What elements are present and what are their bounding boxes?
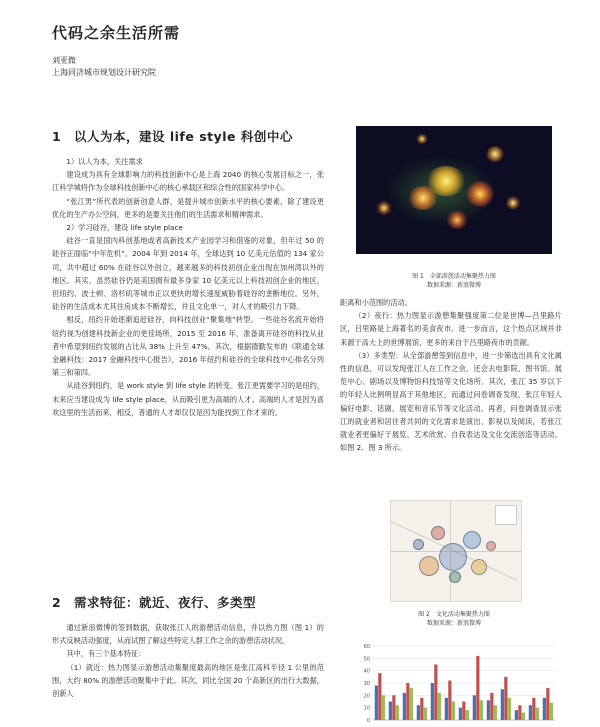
figure-2-caption bbox=[356, 610, 552, 628]
heat-spot bbox=[466, 181, 494, 207]
section-2-title: 需求特征：就近、夜行、多类型 bbox=[74, 595, 257, 610]
bar-b bbox=[378, 673, 381, 720]
bar-b bbox=[504, 677, 507, 720]
heat-spot bbox=[446, 211, 468, 229]
bar-c bbox=[396, 705, 399, 720]
bar-c bbox=[522, 713, 525, 720]
bar-a bbox=[375, 685, 378, 720]
paragraph: （3）多类型：从全部游憩签到信息中，进一步筛选出具有文化属性的信息，可以发现张江人在工作之余，还会去电影院、图书馆、展览中心、剧场以及博物馆科技馆等文化场所。其次，张江 35 岁以下的年轻人比例明显高于其他地区，而通过问卷调查发现，张江年轻人偏好电影、话剧、展览和音乐节等文化活动。再者，问卷调查显示张江的就业者和居住者共同的文化需求是演出、影视以及阅读，若张江就业者更偏好于展览、艺术欣赏、自我表达及文化交流创造等活动。如图 2、图 3 所示。 bbox=[340, 350, 562, 453]
bar-b bbox=[434, 665, 437, 721]
bar-b bbox=[476, 656, 479, 720]
paragraph: 通过新浪微博的签到数据，获取张江人的游憩活动信息，并以热力图（图 1）的形式反映活动强度，从而试图了解这些特定人群工作之余的游憩活动状况。 bbox=[52, 623, 324, 646]
activity-bubble bbox=[431, 526, 445, 540]
bar-c bbox=[438, 693, 441, 720]
activity-bubble bbox=[449, 571, 461, 583]
bar-b bbox=[518, 705, 521, 720]
figure-2-caption-line-2: 数据来源：新浪微博 bbox=[426, 620, 481, 627]
y-tick-label: 40 bbox=[363, 668, 370, 675]
paragraph: 建设成为具有全球影响力的科技创新中心是上海 2040 的核心发展目标之一，张江科学城将作为全球科技创新中心的核心承载区和综合性的国家科学中心。 bbox=[52, 170, 324, 193]
figure-1-caption bbox=[356, 272, 552, 290]
heat-spot bbox=[408, 186, 438, 210]
bar-c bbox=[494, 705, 497, 720]
figure-1-heatmap bbox=[356, 126, 552, 254]
paragraph: 从硅谷到纽约，是 work style 到 life style 的转变。张江更需要学习的是纽约，未来应当建设成为 life style place，从而吸引更为高端的人才。高端的人才是因为喜欢这里的生活而来，相反，普通的人才却仅仅是因为能找到工作才来的。 bbox=[52, 381, 324, 417]
y-tick-label: 60 bbox=[363, 644, 370, 650]
bar-b bbox=[448, 681, 451, 720]
activity-bubble bbox=[419, 556, 439, 576]
paper-title: 代码之余生活所需 bbox=[52, 24, 181, 42]
activity-bubble bbox=[463, 531, 481, 549]
figure-1-caption-line-2: 数据来源：新浪微博 bbox=[426, 282, 481, 289]
figure-2-caption-line-1: 图 2 文化活动集聚热力图 bbox=[418, 611, 490, 618]
bar-a bbox=[515, 710, 518, 720]
section-2-number: 2 bbox=[52, 595, 62, 610]
activity-bubble bbox=[486, 541, 496, 551]
y-tick-label: 10 bbox=[363, 705, 370, 712]
heat-spot bbox=[416, 134, 428, 144]
author-affiliation: 上海同济城市规划设计研究院 bbox=[52, 68, 156, 77]
bar-c bbox=[452, 702, 455, 721]
bar-b bbox=[420, 698, 423, 720]
bar-c bbox=[382, 695, 385, 720]
bar-a bbox=[445, 698, 448, 720]
activity-bubble bbox=[471, 559, 487, 575]
bar-a bbox=[487, 700, 490, 720]
y-tick-label: 0 bbox=[366, 718, 370, 724]
heat-spot bbox=[506, 196, 520, 210]
bar-a bbox=[417, 705, 420, 720]
bar-b bbox=[546, 688, 549, 720]
sub-heading-2: 2）学习硅谷，建设 life style place bbox=[66, 223, 183, 233]
section-1-title: 以人为本，建设 life style 科创中心 bbox=[74, 129, 293, 144]
bar-b bbox=[392, 695, 395, 720]
bar-a bbox=[501, 689, 504, 720]
figure-1-caption-line-1: 图 1 全部游憩活动集聚热力图 bbox=[412, 273, 496, 280]
bar-a bbox=[403, 693, 406, 720]
bar-c bbox=[550, 703, 553, 720]
bar-a bbox=[543, 698, 546, 720]
paragraph: 距离和小范围的活动。 bbox=[340, 298, 412, 307]
y-tick-label: 50 bbox=[363, 656, 370, 663]
paragraph: “张江男”所代表的创新创意人群，是提升城市创新水平的核心要素，除了建设更优化的生产办公空间，更多的是要关注他们的生活需求和精神需求。 bbox=[52, 196, 324, 219]
section-2-heading bbox=[52, 593, 256, 611]
paragraph: （2）夜行：热力图显示游憩集聚强度第二位是世博—吕里路片区，吕里路是上海著名的美食夜市。进一步而言，这个热点区域并非来源于高大上的世博展馆，更多的来自于吕里路夜市的贡献。 bbox=[340, 311, 562, 347]
paragraph: （1）就近：热力图显示游憩活动集聚度最高的地区是张江高科半径 1 公里的范围，大约 80% 的游憩活动聚集中于此。其次，同比全国 20 个高新区的出行大数据，创新人 bbox=[52, 662, 324, 699]
bar-a bbox=[529, 705, 532, 720]
bar-c bbox=[466, 710, 469, 720]
bar-c bbox=[480, 700, 483, 720]
bar-b bbox=[406, 683, 409, 720]
bar-a bbox=[431, 683, 434, 720]
bar-b bbox=[462, 702, 465, 721]
figure-2-map bbox=[390, 500, 522, 602]
heat-spot bbox=[486, 146, 504, 162]
left-column-text-1 bbox=[52, 155, 324, 419]
y-tick-label: 30 bbox=[363, 681, 370, 687]
map-legend bbox=[495, 505, 517, 525]
bar-a bbox=[389, 702, 392, 721]
activity-bubble bbox=[439, 543, 467, 571]
paragraph: 硅谷一直是国内科创基地或者高新技术产业园学习和借鉴的对象，但年过 50 的硅谷正面临“中年危机”。2004 年到 2014 年，全球达到 10 亿美元估值的 134 家公司，共中超过 60% 在硅谷以外创立，越来越多的科技初创企业出现在加州湾以外的地区。其实，虽然硅谷仍是美国拥有最多身家 10 亿美元以上科技初创企业的地区，但纽约、波士顿、洛杉矶等城市正以更快的增长速度威胁着硅谷的垄断地位。另外，硅谷的生活成本尤其住房成本不断增长，并且文化单一，对人才的吸引力下降。 bbox=[52, 236, 324, 312]
left-column-text-2 bbox=[52, 621, 324, 700]
bar-b bbox=[532, 698, 535, 720]
bar-b bbox=[490, 693, 493, 720]
bar-c bbox=[424, 708, 427, 720]
bar-a bbox=[459, 708, 462, 720]
right-column-text bbox=[340, 296, 562, 454]
sub-heading-1: 1）以人为本，关注需求 bbox=[66, 157, 143, 166]
paragraph: 相反，纽约开始逐渐追赶硅谷，向科技创业“聚集地”转型。一些硅谷名流开始将纽约视为创建科技新企业的更佳场所，2015 至 2016 年，准备离开硅谷的科技从业者中希望到纽约发展的占比从 38% 上升至 47%。其次，根据德勤发布的《联通全球金融科技：2017 金融科技中心报告》，2016 年纽约和硅谷的全球科技中心排名分列第三和第四。 bbox=[52, 315, 324, 378]
heat-spot bbox=[376, 201, 392, 215]
paragraph: 其中，有三个基本特征： bbox=[66, 649, 146, 659]
section-1-number: 1 bbox=[52, 129, 62, 144]
bar-c bbox=[410, 688, 413, 720]
bar-c bbox=[536, 708, 539, 720]
bar-a bbox=[473, 695, 476, 720]
bar-c bbox=[508, 698, 511, 720]
author-name: 刘亚微 bbox=[52, 56, 76, 65]
activity-bubble bbox=[413, 539, 424, 550]
y-tick-label: 20 bbox=[363, 693, 370, 700]
figure-3-bar-chart bbox=[355, 640, 560, 727]
section-1-heading bbox=[52, 127, 293, 145]
